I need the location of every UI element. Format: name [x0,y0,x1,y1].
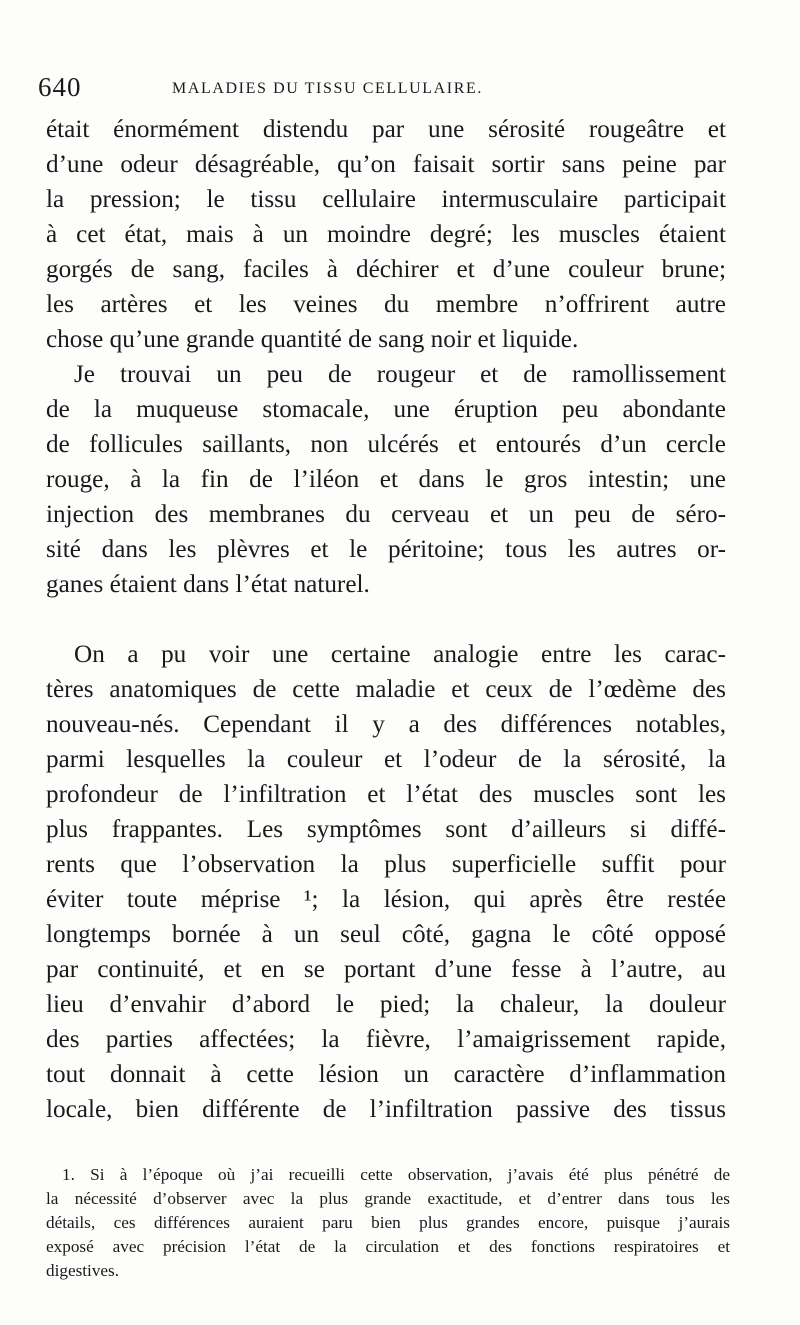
text-line: de la muqueuse stomacale, une éruption peu abondante [46,396,726,423]
text-line: sité dans les plèvres et le péritoine; tous les autres or- [46,536,726,563]
text-line: de follicules saillants, non ulcérés et entourés d’un cercle [46,431,726,458]
text-line: plus frappantes. Les symptômes sont d’ailleurs si diffé- [46,816,726,843]
text-line: On a pu voir une certaine analogie entre les carac- [74,641,726,668]
text-line: la pression; le tissu cellulaire intermusculaire participait [46,186,726,213]
paragraph-gap [46,602,726,637]
text-line: était énormément distendu par une sérosité rougeâtre et [46,116,726,143]
text-line: injection des membranes du cerveau et un peu de séro- [46,501,726,528]
text-line: parmi lesquelles la couleur et l’odeur de la sérosité, la [46,746,726,773]
footnote-line: 1. Si à l’époque où j’ai recueilli cette observation, j’avais été plus pénétré de [62,1165,730,1184]
text-line: gorgés de sang, faciles à déchirer et d’une couleur brune; [46,256,726,283]
text-line: rents que l’observation la plus superficielle suffit pour [46,851,726,878]
text-line: à cet état, mais à un moindre degré; les muscles étaient [46,221,726,248]
footnote [46,1163,730,1283]
text-line: Je trouvai un peu de rougeur et de ramollissement [74,361,726,388]
text-line: ganes étaient dans l’état naturel. [46,571,370,598]
text-line: les artères et les veines du membre n’offrirent autre [46,291,726,318]
footnote-line: exposé avec précision l’état de la circulation et des fonctions respiratoires et [46,1237,730,1256]
text-line: nouveau-nés. Cependant il y a des différences notables, [46,711,726,738]
text-line: locale, bien différente de l’infiltration passive des tissus [46,1096,726,1123]
text-line: profondeur de l’infiltration et l’état des muscles sont les [46,781,726,808]
paragraph-1 [46,112,726,357]
footnote-line: digestives. [46,1261,120,1280]
text-line: éviter toute méprise ¹; la lésion, qui après être restée [46,886,726,913]
text-line: chose qu’une grande quantité de sang noir et liquide. [46,326,579,353]
running-title: MALADIES DU TISSU CELLULAIRE. [172,80,483,97]
body-text [46,112,726,1127]
text-line: d’une odeur désagréable, qu’on faisait sortir sans peine par [46,151,726,178]
text-line: longtemps bornée à un seul côté, gagna le côté opposé [46,921,726,948]
footnote-line: la nécessité d’observer avec la plus grande exactitude, et d’entrer dans tous les [46,1189,730,1208]
text-line: lieu d’envahir d’abord le pied; la chaleur, la douleur [46,991,726,1018]
page-number: 640 [38,72,82,102]
footnote-line: détails, ces différences auraient paru bien plus grandes encore, puisque j’aurais [46,1213,730,1232]
text-line: tères anatomiques de cette maladie et ceux de l’œdème des [46,676,726,703]
text-line: rouge, à la fin de l’iléon et dans le gros intestin; une [46,466,726,493]
text-line: par continuité, et en se portant d’une fesse à l’autre, au [46,956,726,983]
paragraph-2 [46,357,726,602]
paragraph-3 [46,637,726,1127]
text-line: tout donnait à cette lésion un caractère d’inflammation [46,1061,726,1088]
text-line: des parties affectées; la fièvre, l’amaigrissement rapide, [46,1026,726,1053]
